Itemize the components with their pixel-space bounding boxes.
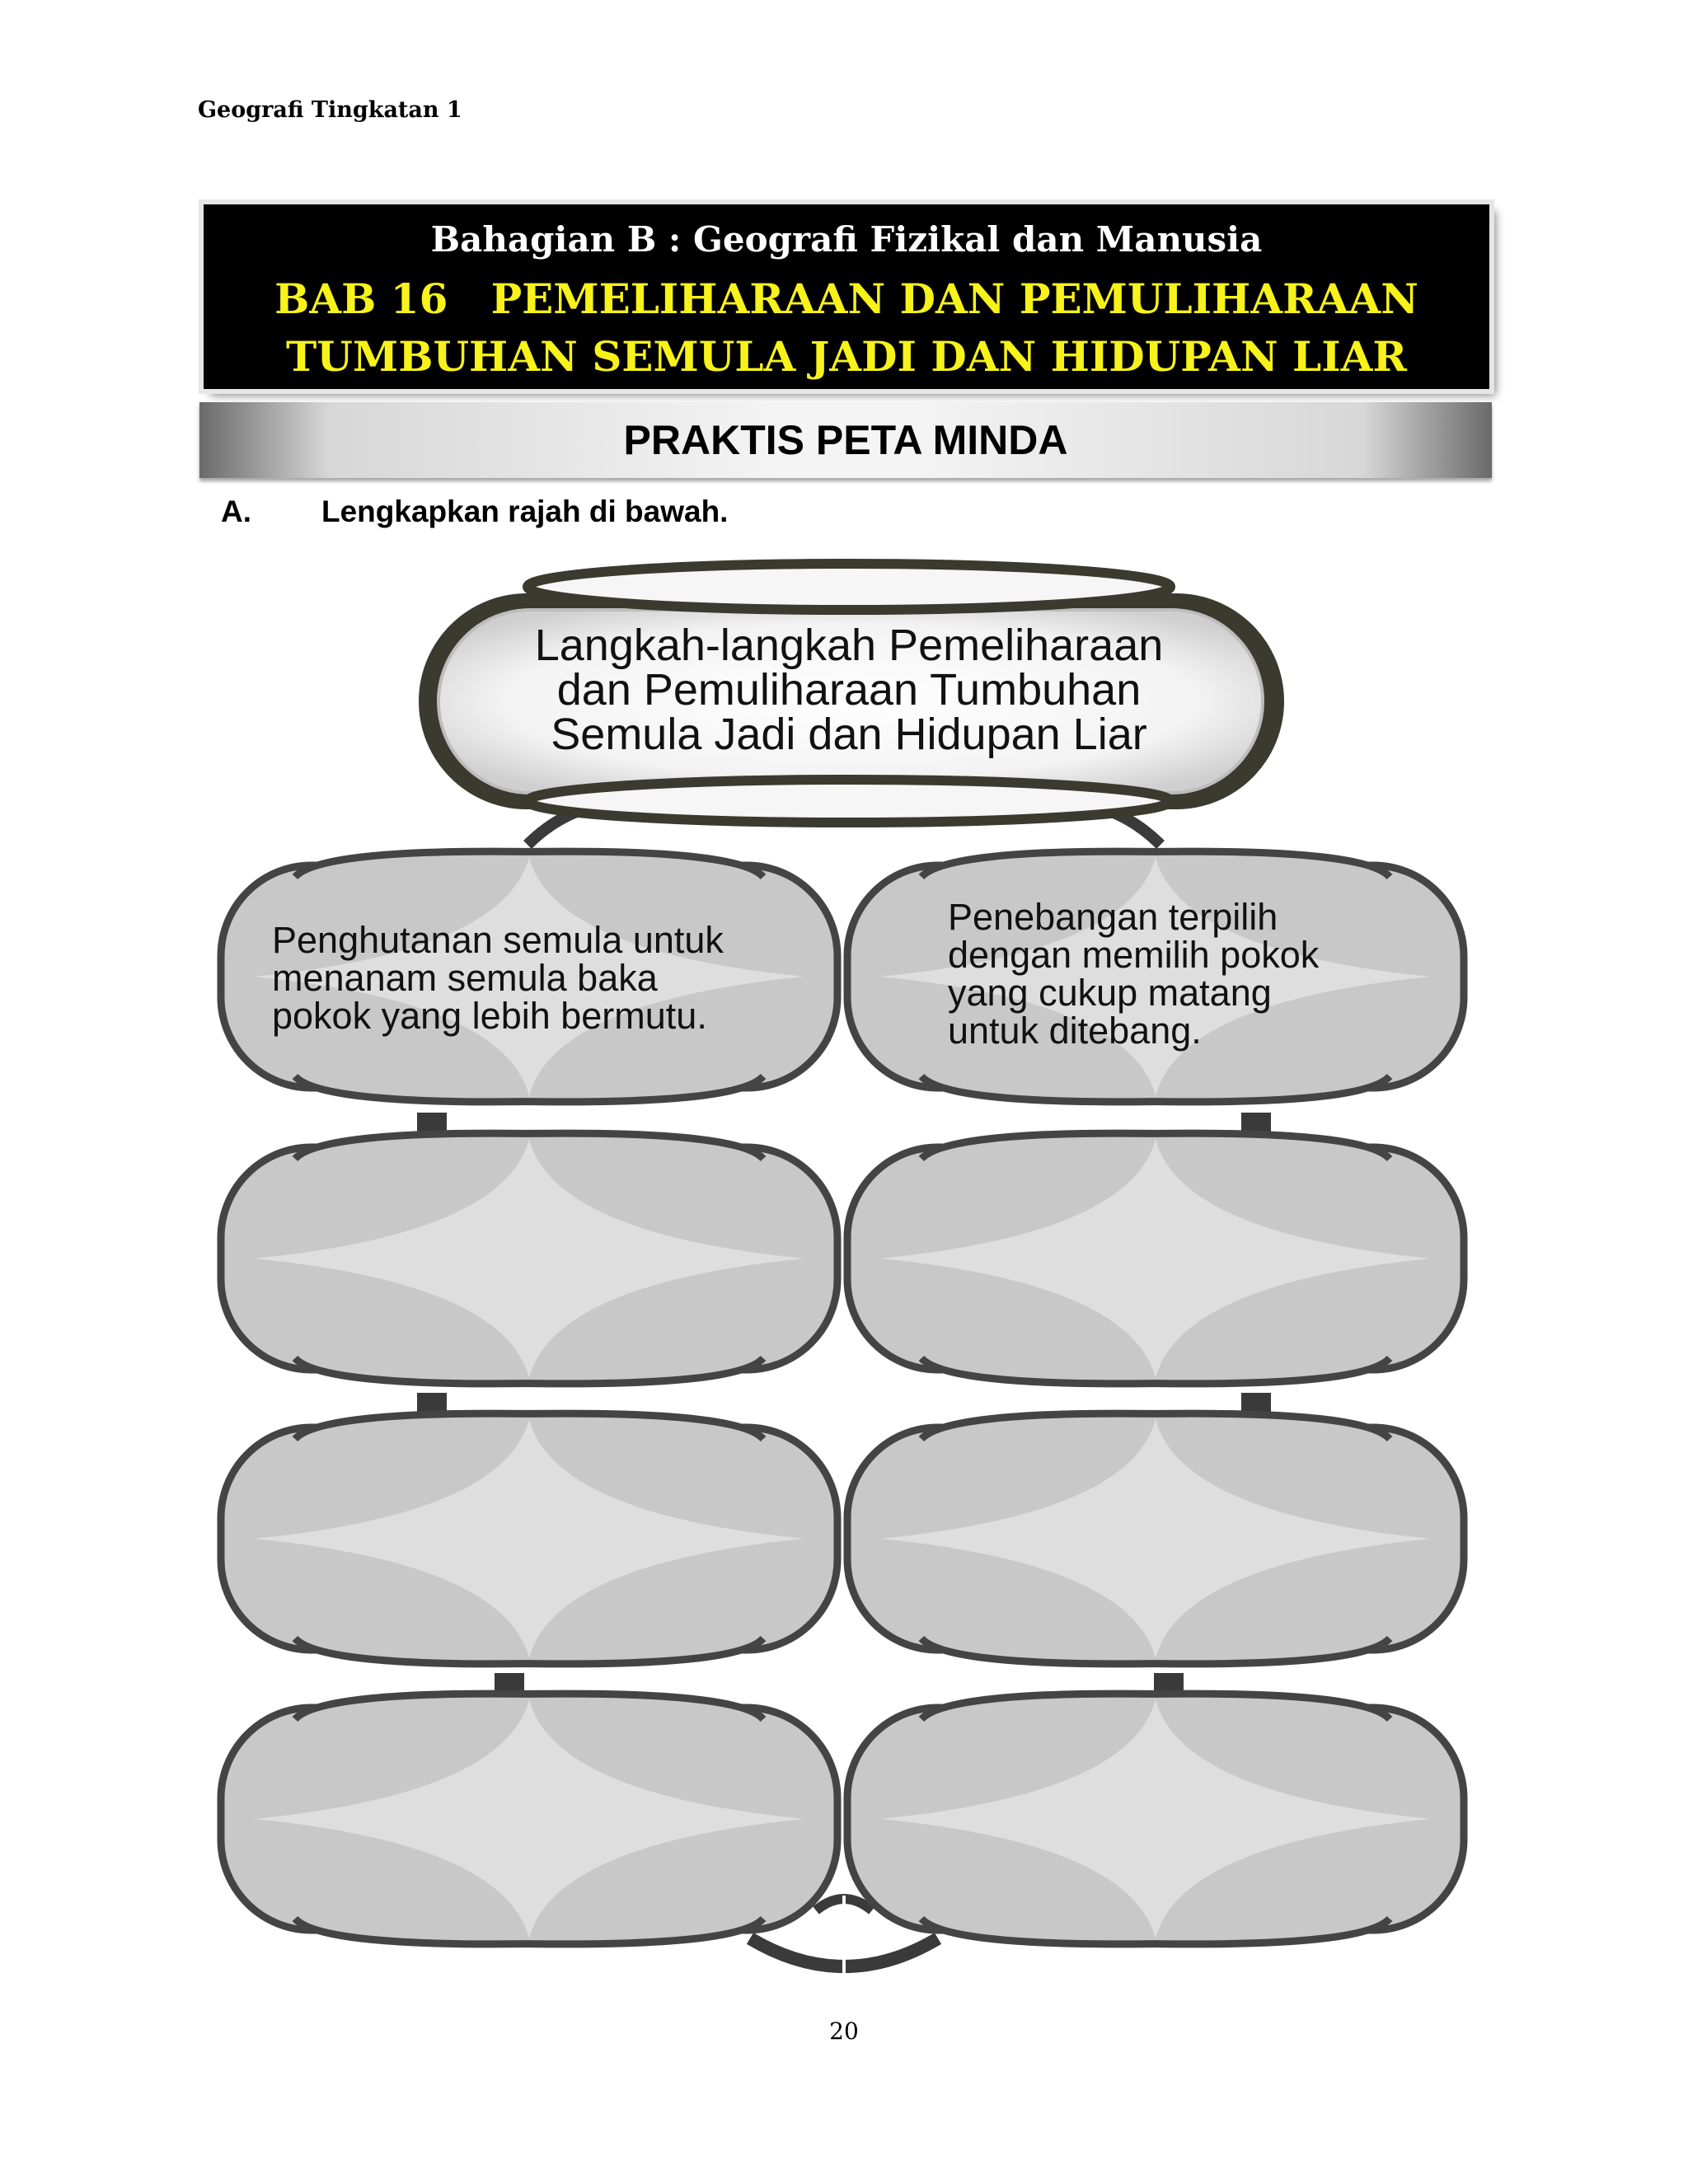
page-number: 20 xyxy=(829,2018,859,2045)
answer-box-2-text: Penebangan terpilih dengan memilih pokok yang cukup matang untuk ditebang. xyxy=(948,896,1320,1052)
answer-box-1-text: Penghutanan semula untuk menanam semula baka pokok yang lebih bermutu. xyxy=(272,919,724,1037)
instruction-letter: A. xyxy=(221,494,251,528)
part-title: Bahagian B : Geografi Fizikal dan Manusia xyxy=(430,219,1263,260)
answer-box-3 xyxy=(221,1133,837,1384)
running-title: Geografi Tingkatan 1 xyxy=(198,97,462,123)
connector-left-1 xyxy=(417,1113,447,1132)
main-concept-text: Langkah-langkah Pemeliharaan dan Pemuliharaan Tumbuhan Semula Jadi dan Hidupan Liar xyxy=(534,621,1164,759)
connector-left-2 xyxy=(417,1393,447,1413)
answer-box-7 xyxy=(221,1694,837,1944)
connector-right-2 xyxy=(1241,1393,1271,1413)
section-title: PRAKTIS PETA MINDA xyxy=(623,417,1068,463)
answer-box-4 xyxy=(847,1133,1464,1384)
answer-box-5 xyxy=(221,1413,837,1664)
answer-box-8 xyxy=(847,1694,1464,1944)
main-cloud-bottom-lobe xyxy=(528,780,1170,823)
connector-left-3 xyxy=(495,1673,524,1693)
connector-right-3 xyxy=(1154,1673,1184,1693)
connector-right-1 xyxy=(1241,1113,1271,1132)
instruction-text: Lengkapkan rajah di bawah. xyxy=(321,494,729,528)
chapter-title: BAB 16 PEMELIHARAAN DAN PEMULIHARAAN TUMBUHAN SEMULA JADI DAN HIDUPAN LIAR xyxy=(274,274,1418,381)
main-cloud-top-lobe xyxy=(528,564,1170,610)
answer-box-6 xyxy=(847,1413,1464,1664)
